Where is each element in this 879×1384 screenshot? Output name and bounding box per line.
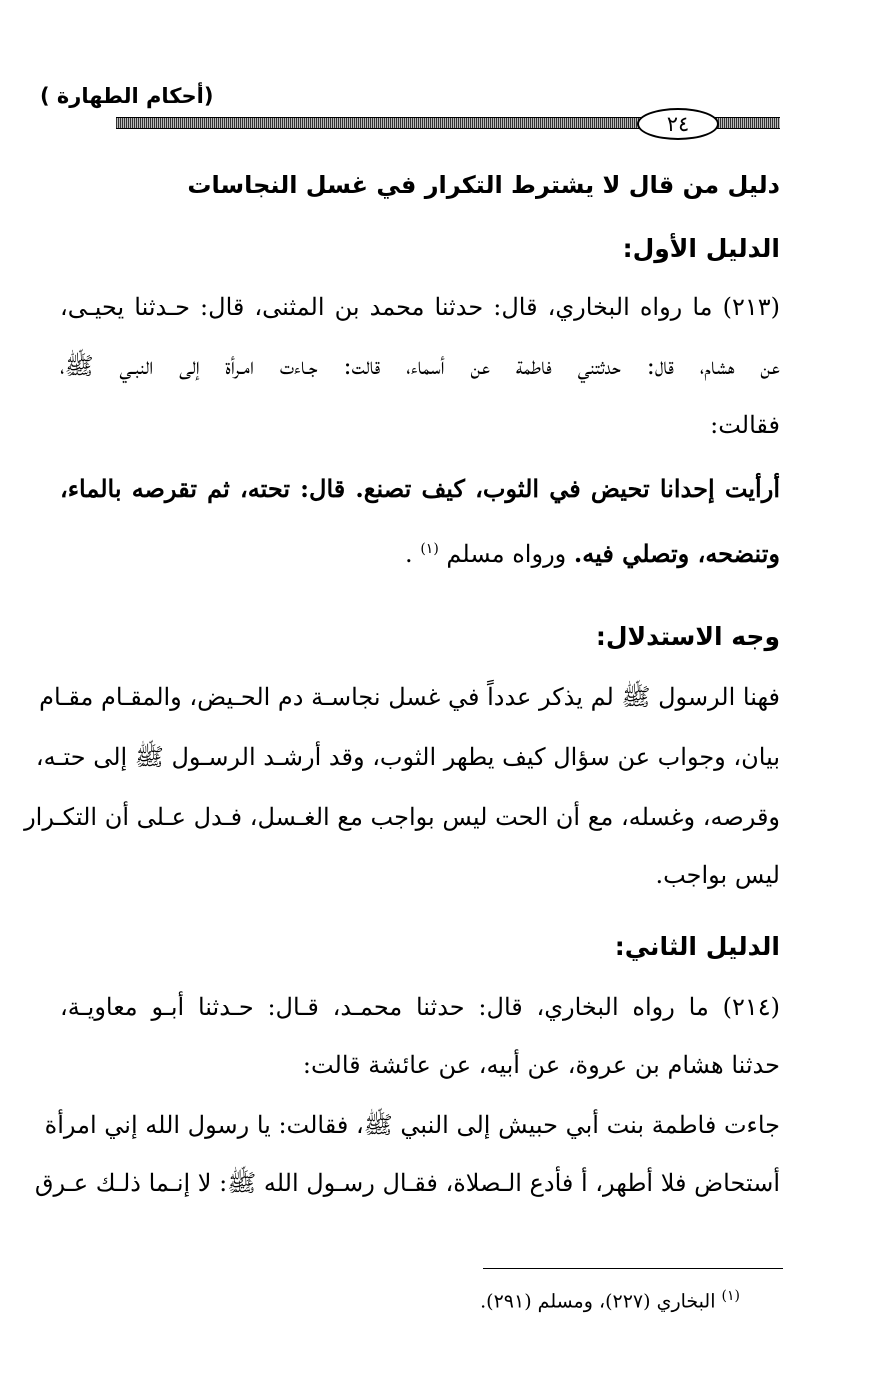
reasoning-line: ليس بواجب. (655, 861, 780, 889)
running-title: (أحكام الطهارة ) (40, 84, 214, 108)
evidence2-heading: الدليل الثاني: (614, 932, 780, 961)
evidence1-hadith-text: وتنضحه، وتصلي فيه. (573, 539, 780, 568)
section-title: دليل من قال لا يشترط التكرار في غسل النجاسات (187, 171, 780, 199)
evidence1-line: (٢١٣) ما رواه البخاري، قال: حدثنا محمد بن المثنى، قال: حـدثنا يحيـى، (60, 293, 780, 321)
footnote-ref: (١) (420, 541, 439, 557)
evidence1-heading: الدليل الأول: (622, 234, 780, 263)
evidence1-hadith-end: . (405, 540, 413, 568)
reasoning-heading: وجه الاستدلال: (595, 622, 780, 651)
reasoning-line: وقرصه، وغسله، مع أن الحت ليس بواجب مع الغـسل، فـدل عـلى أن التكـرار (24, 803, 780, 831)
reasoning-line: بيان، وجواب عن سؤال كيف يطهر الثوب، وقد أرشـد الرسـول ﷺ إلى حتـه، (35, 743, 780, 771)
footnote-text: البخاري (٢٢٧)، ومسلم (٢٩١). (480, 1290, 716, 1313)
evidence1-hadith-tail: ورواه مسلم (446, 540, 567, 568)
footnote-separator (483, 1268, 783, 1269)
evidence2-hadith-line: جاءت فاطمة بنت أبي حبيش إلى النبي ﷺ، فقالت: يا رسول الله إني امرأة (44, 1111, 780, 1139)
footnote (420, 1288, 740, 1312)
evidence2-hadith-line: أستحاض فلا أطهر، أ فأدع الـصلاة، فقـال رسـول الله ﷺ: لا إنـما ذلـك عـرق (34, 1169, 780, 1197)
reasoning-line: فهنا الرسول ﷺ لم يذكر عدداً في غسل نجاسـة دم الحـيض، والمقـام مقـام (39, 683, 780, 711)
evidence1-line: عن هشام، قال: حدثتني فاطمة عن أسماء، قالت: جـاءت امـرأة إلى النبـي ﷺ، (60, 352, 780, 380)
page-number: ٢٤ (637, 108, 719, 140)
evidence1-hadith-last-line (60, 532, 780, 571)
evidence1-line: فقالت: (710, 411, 780, 439)
evidence2-line: (٢١٤) ما رواه البخاري، قال: حدثنا محمـد، قـال: حـدثنا أبـو معاويـة، (60, 993, 780, 1021)
footnote-marker: (١) (721, 1288, 740, 1304)
evidence2-line: حدثنا هشام بن عروة، عن أبيه، عن عائشة قالت: (302, 1051, 780, 1079)
evidence1-hadith-line: أرأيت إحدانا تحيض في الثوب، كيف تصنع. قال: تحته، ثم تقرصه بالماء، (60, 474, 780, 503)
